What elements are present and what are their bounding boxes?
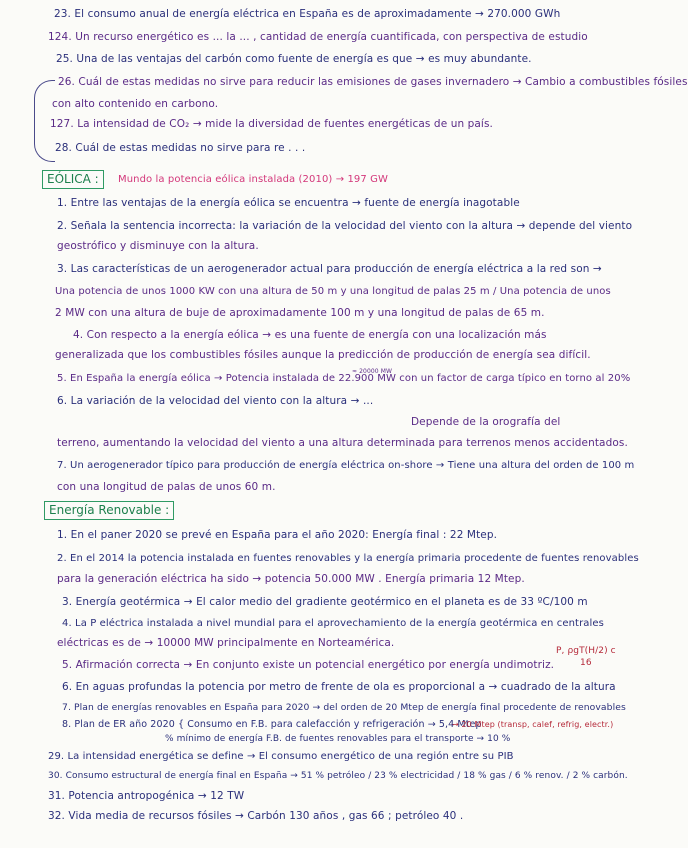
eolica-world-capacity-note: Mundo la potencia eólica instalada (2010) → 197 GW bbox=[118, 174, 388, 185]
eolica-line-2-cont: geostrófico y disminuye con la altura. bbox=[57, 240, 259, 252]
eolica-line-7: 7. Un aerogenerador típico para producción de energía eléctrica on-shore → Tiene una altura del orden de 100 m bbox=[57, 460, 635, 471]
renovable-line-4-cont: eléctricas es de → 10000 MW principalmente en Norteamérica. bbox=[57, 637, 395, 649]
renovable-line-4: 4. La P eléctrica instalada a nivel mundial para el aprovechamiento de la energía geotérmica en centrales bbox=[62, 618, 604, 629]
renovable-line-29: 29. La intensidad energética se define → El consumo energético de una región entre su PIB bbox=[48, 751, 514, 762]
line-26: 26. Cuál de estas medidas no sirve para reducir las emisiones de gases invernadero → Cambio a combustibles fósiles bbox=[58, 76, 688, 88]
renovable-line-7: 7. Plan de energías renovables en España para 2020 → del orden de 20 Mtep de energía final procedente de renovables bbox=[62, 702, 626, 713]
line-25: 25. Una de las ventajas del carbón como fuente de energía es que → es muy abundante. bbox=[56, 53, 532, 65]
wave-power-formula: P, ρgT(H/2) c bbox=[556, 646, 616, 656]
eolica-line-5: 5. En España la energía eólica → Potencia instalada de 22.900 MW con un factor de carga típico en torno al 20% bbox=[57, 373, 631, 384]
line-24: 124. Un recurso energético es ... la ... , cantidad de energía cuantificada, con perspectiva de estudio bbox=[48, 31, 588, 43]
margin-bracket bbox=[34, 80, 55, 162]
renovable-side-note: → 20 Mtep (transp, calef, refrig, electr.) bbox=[452, 720, 614, 729]
eolica-line-6-cont: terreno, aumentando la velocidad del viento a una altura determinada para terrenos menos accidentados. bbox=[57, 437, 628, 449]
line-23: 23. El consumo anual de energía eléctrica en España es de aproximadamente → 270.000 GWh bbox=[54, 8, 561, 20]
renovable-line-32: 32. Vida media de recursos fósiles → Carbón 130 años , gas 66 ; petróleo 40 . bbox=[48, 810, 464, 822]
line-28: 28. Cuál de estas medidas no sirve para re . . . bbox=[55, 142, 306, 154]
eolica-line-6: 6. La variación de la velocidad del viento con la altura → ... bbox=[57, 395, 374, 407]
renovable-line-31: 31. Potencia antropogénica → 12 TW bbox=[48, 790, 245, 802]
eolica-line-4: 4. Con respecto a la energía eólica → es una fuente de energía con una localización más bbox=[73, 329, 547, 341]
eolica-line-3: 3. Las características de un aerogenerador actual para producción de energía eléctrica a la red son → bbox=[57, 263, 602, 275]
renovable-line-8-cont: % mínimo de energía F.B. de fuentes renovables para el transporte → 10 % bbox=[165, 734, 511, 744]
eolica-line-6-answer: Depende de la orografía del bbox=[411, 416, 561, 428]
renovable-line-30: 30. Consumo estructural de energía final en España → 51 % petróleo / 23 % electricidad / 18 % gas / 6 % renov. / 2 % carbón. bbox=[48, 771, 628, 781]
renovable-line-3: 3. Energía geotérmica → El calor medio del gradiente geotérmico en el planeta es de 33 ºC/100 m bbox=[62, 596, 588, 608]
renovable-line-6: 6. En aguas profundas la potencia por metro de frente de ola es proporcional a → cuadrado de la altura bbox=[62, 681, 616, 693]
eolica-line-1: 1. Entre las ventajas de la energía eólica se encuentra → fuente de energía inagotable bbox=[57, 197, 520, 209]
wave-power-formula-denominator: 16 bbox=[580, 658, 592, 668]
line-26-cont: con alto contenido en carbono. bbox=[52, 98, 219, 110]
eolica-line-3-cont2: 2 MW con una altura de buje de aproximadamente 100 m y una longitud de palas de 65 m. bbox=[55, 307, 545, 319]
eolica-line-2: 2. Señala la sentencia incorrecta: la variación de la velocidad del viento con la altura → depende del viento bbox=[57, 220, 633, 232]
renovable-line-5: 5. Afirmación correcta → En conjunto existe un potencial energético por energía undimotriz. bbox=[62, 659, 555, 671]
section-heading-renovable: Energía Renovable : bbox=[44, 501, 174, 520]
eolica-line-3-cont: Una potencia de unos 1000 KW con una altura de 50 m y una longitud de palas 25 m / Una potencia de unos bbox=[55, 286, 611, 297]
renovable-line-2: 2. En el 2014 la potencia instalada en fuentes renovables y la energía primaria procedente de fuentes renovables bbox=[57, 553, 639, 564]
renovable-line-1: 1. En el paner 2020 se prevé en España para el año 2020: Energía final : 22 Mtep. bbox=[57, 529, 498, 541]
eolica-line-4-cont: generalizada que los combustibles fósiles aunque la predicción de producción de energía sea difícil. bbox=[55, 349, 591, 361]
eolica-small-note: ≈ 20000 MW bbox=[352, 368, 393, 375]
section-heading-eolica: EÓLICA : bbox=[42, 170, 104, 189]
line-27: 127. La intensidad de CO₂ → mide la diversidad de fuentes energéticas de un país. bbox=[50, 118, 493, 130]
eolica-line-7-cont: con una longitud de palas de unos 60 m. bbox=[57, 481, 276, 493]
renovable-line-8: 8. Plan de ER año 2020 { Consumo en F.B. para calefacción y refrigeración → 5,4 Mtep bbox=[62, 719, 482, 730]
renovable-line-2-cont: para la generación eléctrica ha sido → potencia 50.000 MW . Energía primaria 12 Mtep. bbox=[57, 573, 525, 585]
